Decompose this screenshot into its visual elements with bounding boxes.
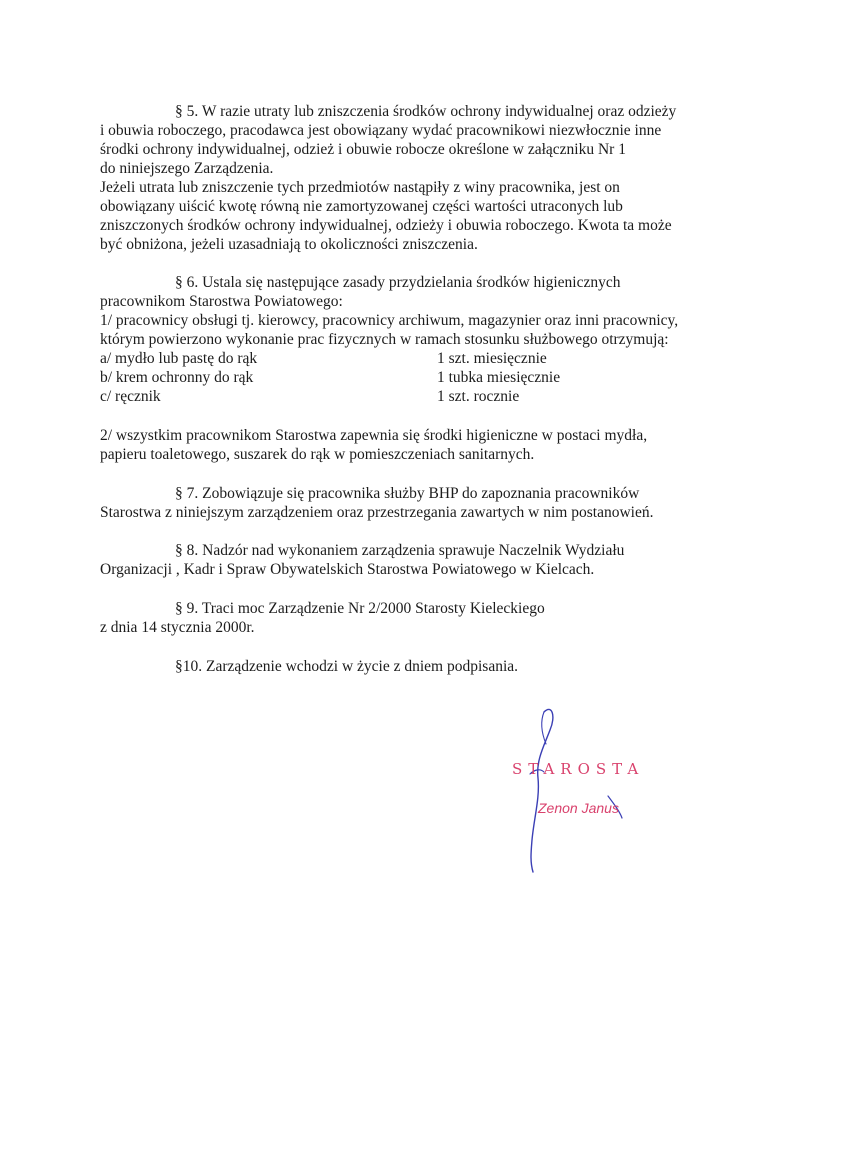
par8-line-1: § 8. Nadzór nad wykonaniem zarządzenia sprawuje Naczelnik Wydziału [175, 542, 625, 559]
stamp-title: STAROSTA [512, 760, 645, 778]
par6-line-4: którym powierzono wykonanie prac fizycznych w ramach stosunku służbowego otrzymują: [100, 331, 669, 348]
par5-line-3: środki ochrony indywidualnej, odzież i obuwie robocze określone w załączniku Nr 1 [100, 141, 626, 158]
par10-line-1: §10. Zarządzenie wchodzi w życie z dniem podpisania. [175, 658, 519, 675]
par6-line-5: 2/ wszystkim pracownikom Starostwa zapewnia się środki higieniczne w postaci mydła, [100, 427, 648, 444]
hygiene-item-cream: b/ krem ochronny do rąk [100, 369, 254, 386]
stamp-name: Zenon Janus [538, 800, 619, 816]
par5-line-8: być obniżona, jeżeli uzasadniają to okoliczności zniszczenia. [100, 236, 478, 253]
hygiene-qty-cream: 1 tubka miesięcznie [437, 369, 561, 386]
hygiene-qty-towel: 1 szt. rocznie [437, 388, 520, 405]
par5-line-6: obowiązany uiścić kwotę równą nie zamortyzowanej części wartości utraconych lub [100, 198, 623, 215]
hygiene-qty-soap: 1 szt. miesięcznie [437, 350, 547, 367]
par7-line-1: § 7. Zobowiązuje się pracownika służby BHP do zapoznania pracowników [175, 485, 640, 502]
par6-line-3: 1/ pracownicy obsługi tj. kierowcy, pracownicy archiwum, magazynier oraz inni pracownicy, [100, 312, 679, 329]
par5-line-1: § 5. W razie utraty lub zniszczenia środków ochrony indywidualnej oraz odzieży [175, 103, 677, 120]
par9-line-1: § 9. Traci moc Zarządzenie Nr 2/2000 Starosty Kieleckiego [175, 600, 545, 617]
par6-line-2: pracownikom Starostwa Powiatowego: [100, 293, 343, 310]
par5-line-2: i obuwia roboczego, pracodawca jest obowiązany wydać pracownikowi niezwłocznie inne [100, 122, 662, 139]
hygiene-item-towel: c/ ręcznik [100, 388, 161, 405]
par9-line-2: z dnia 14 stycznia 2000r. [100, 619, 255, 636]
par5-line-4: do niniejszego Zarządzenia. [100, 160, 274, 177]
par8-line-2: Organizacji , Kadr i Spraw Obywatelskich Starostwa Powiatowego w Kielcach. [100, 561, 595, 578]
par6-line-6: papieru toaletowego, suszarek do rąk w pomieszczeniach sanitarnych. [100, 446, 535, 463]
handwritten-signature [500, 700, 640, 880]
hygiene-item-soap: a/ mydło lub pastę do rąk [100, 350, 258, 367]
par5-line-5: Jeżeli utrata lub zniszczenie tych przedmiotów nastąpiły z winy pracownika, jest on [100, 179, 620, 196]
par5-line-7: zniszczonych środków ochrony indywidualnej, odzieży i obuwia roboczego. Kwota ta może [100, 217, 672, 234]
par6-line-1: § 6. Ustala się następujące zasady przydzielania środków higienicznych [175, 274, 621, 291]
par7-line-2: Starostwa z niniejszym zarządzeniem oraz przestrzegania zawartych w nim postanowień. [100, 504, 654, 521]
